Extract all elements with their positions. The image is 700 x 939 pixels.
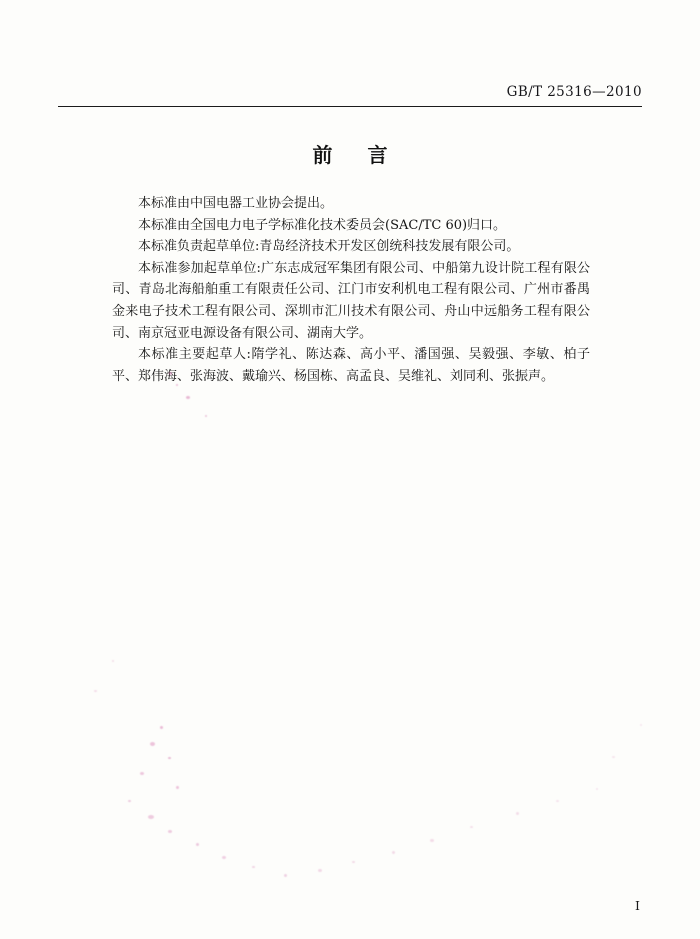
scan-speckle bbox=[392, 851, 395, 854]
scan-speckle bbox=[252, 866, 255, 868]
scan-speckle bbox=[140, 772, 144, 775]
paragraph-3: 本标准负责起草单位:青岛经济技术开发区创统科技发展有限公司。 bbox=[138, 239, 520, 255]
scan-speckle bbox=[150, 742, 155, 746]
paragraph-2: 本标准由全国电力电子学标准化技术委员会(SAC/TC 60)归口。 bbox=[138, 217, 507, 233]
page-title: 前 言 bbox=[312, 143, 402, 167]
scan-speckle bbox=[176, 786, 179, 789]
scan-speckle bbox=[596, 788, 598, 790]
scan-speckle bbox=[168, 830, 172, 833]
scan-speckle bbox=[470, 826, 473, 828]
foreword-body bbox=[112, 193, 590, 387]
scan-speckle bbox=[196, 843, 199, 846]
scan-speckle bbox=[352, 861, 355, 863]
scan-speckle bbox=[186, 396, 190, 399]
scan-speckle bbox=[148, 815, 154, 819]
scan-speckle bbox=[284, 874, 287, 877]
scan-speckle bbox=[112, 660, 114, 662]
scan-speckle bbox=[516, 812, 519, 815]
paragraph-1: 本标准由中国电器工业协会提出。 bbox=[138, 196, 334, 211]
header-divider bbox=[58, 106, 642, 107]
scan-speckle bbox=[612, 756, 615, 758]
paragraph-4: 本标准参加起草单位:广东志成冠军集团有限公司、中船第九设计院工程有限公司、青岛北海船舶重工有限责任公司、江门市安利机电工程有限公司、广州市番禺金来电子技术工程有限公司、深圳市汇川技术有限公司、舟山中远船务工程有限公司、南京冠亚电源设备有限公司、湖南大学。 bbox=[112, 260, 590, 341]
scan-speckle bbox=[94, 690, 97, 692]
standard-code-header: GB/T 25316—2010 bbox=[506, 84, 642, 100]
paragraph-5: 本标准主要起草人:隋学礼、陈达森、高小平、潘国强、吴毅强、李敏、柏子平、郑伟海、张海波、戴瑜兴、杨国栋、高孟良、吴维礼、刘同利、张振声。 bbox=[112, 347, 590, 384]
scan-speckle bbox=[556, 800, 559, 802]
scan-speckle bbox=[222, 856, 226, 859]
scan-speckle bbox=[318, 869, 322, 872]
scan-speckle bbox=[168, 757, 171, 759]
scan-speckle bbox=[160, 726, 163, 729]
scan-speckle bbox=[640, 724, 642, 726]
scan-speckle bbox=[205, 415, 207, 417]
scan-speckle bbox=[430, 839, 434, 842]
scan-speckle bbox=[128, 800, 131, 802]
page-number: I bbox=[635, 898, 640, 913]
